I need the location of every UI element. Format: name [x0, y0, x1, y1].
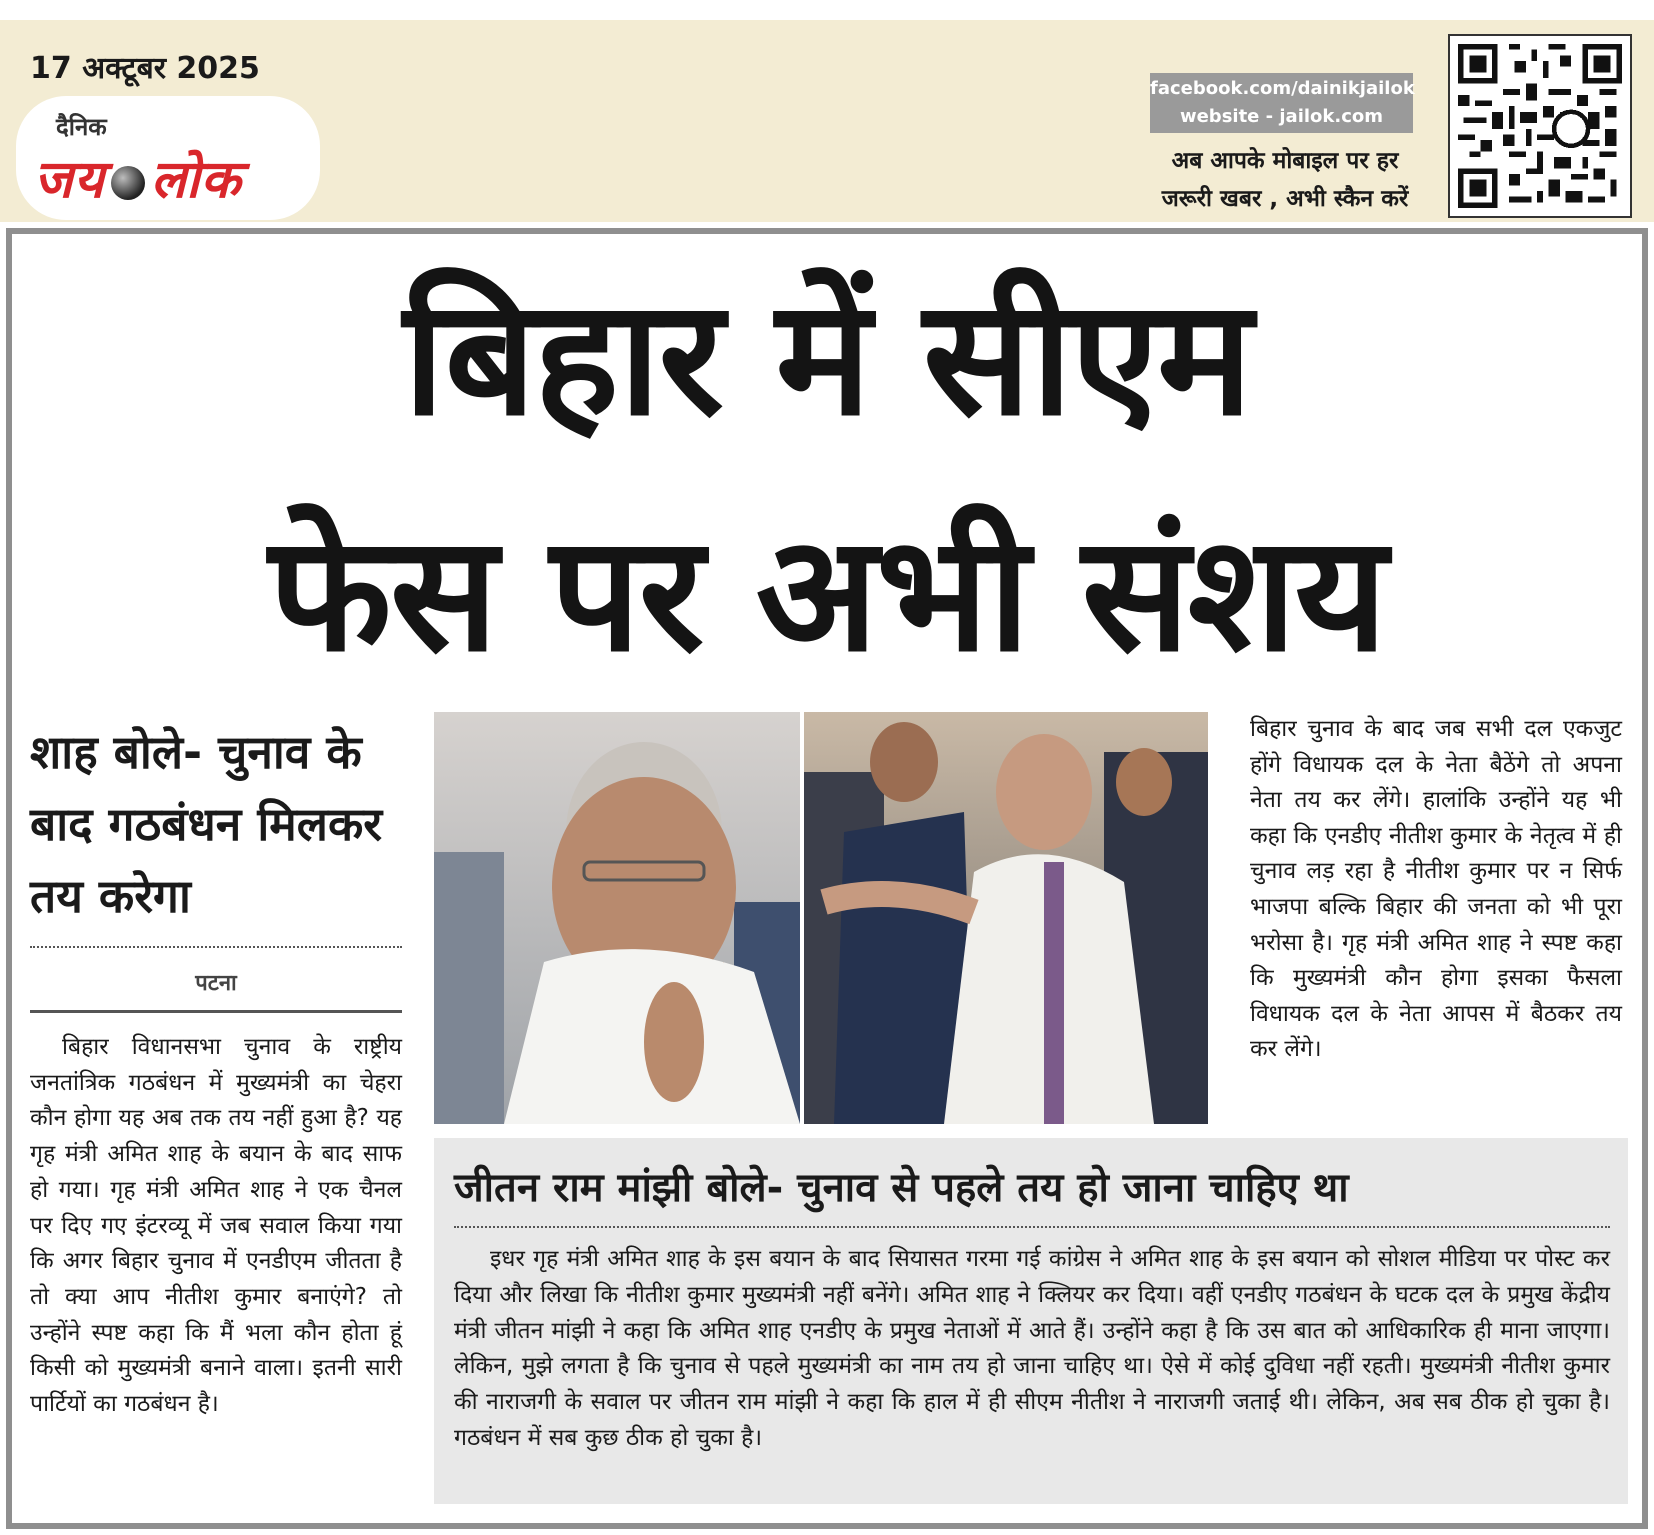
- photo-amit-shah: [804, 712, 1208, 1124]
- article-body-left: बिहार विधानसभा चुनाव के राष्ट्रीय जनतांत्रिक गठबंधन में मुख्यमंत्री का चेहरा कौन होगा यह अब तक तय नहीं हुआ है? यह गृह मंत्री अमित शाह के बयान के बाद साफ हो गया। गृह मंत्री अमित शाह ने एक चैनल पर दिए गए इंटरव्यू में जब सवाल किया गया कि अगर बिहार चुनाव में एनडीएम जीतता है तो क्या आप नीतीश कुमार बनाएंगे? तो उन्होंने स्पष्ट कहा कि मैं भला कौन होता हूं किसी को मुख्यमंत्री बनाने वाला। इतनी सारी पार्टियों का गठबंधन है।: [30, 1034, 402, 1418]
- sidebar-story-body: इधर गृह मंत्री अमित शाह के इस बयान के बाद सियासत गरमा गई कांग्रेस ने अमित शाह के इस बयान को सोशल मीडिया पर पोस्ट कर दिया और लिखा कि नीतीश कुमार मुख्यमंत्री नहीं बनेंगे। अमित शाह ने क्लियर कर दिया। वहीं एनडीए गठबंधन के घटक दल के प्रमुख केंद्रीय मंत्री जीतन मांझी ने कहा कि अमित शाह एनडीए के प्रमुख नेताओं में आते हैं। उन्होंने कहा है कि उस बात को आधिकारिक ही माना जाएगा। लेकिन, मुझे लगता है कि चुनाव से पहले मुख्यमंत्री का नाम तय हो जाना चाहिए था। ऐसे में कोई दुविधा नहीं रहती। मुख्यमंत्री नीतीश कुमार की नाराजगी के सवाल पर जीतन राम मांझी ने कहा कि हाल में ही सीएम नीतीश ने नाराजगी जताई थी। लेकिन, अब सब ठीक हो चुका है। गठबंधन में सब कुछ ठीक हो चुका है।: [454, 1246, 1610, 1451]
- newspaper-logo: [16, 96, 320, 220]
- logo-wordmark: [34, 142, 241, 213]
- dateline: पटना: [195, 971, 237, 996]
- photo-right-image: [804, 712, 1208, 1124]
- headline-line-1: बिहार में सीएम: [403, 264, 1251, 451]
- website-link[interactable]: website - jailok.com: [1179, 106, 1384, 127]
- photo-nitish-kumar: [434, 712, 800, 1124]
- dateline-divider: [30, 1010, 402, 1013]
- article-body-right: बिहार चुनाव के बाद जब सभी दल एकजुट होंगे विधायक दल के नेता बैठेंगे तो अपना नेता तय कर लेंगे। हालांकि उन्होंने यह भी कहा कि एनडीए नीतीश कुमार के नेतृत्व में ही चुनाव लड़ रहा है नीतीश कुमार पर न सिर्फ भाजपा बल्कि बिहार की जनता को भी पूरा भरोसा है। गृह मंत्री अमित शाह ने स्पष्ट कहा कि मुख्यमंत्री कौन होगा इसका फैसला विधायक दल के नेता आपस में बैठकर तय कर लेंगे।: [1250, 716, 1622, 1063]
- scan-line-1: अब आपके मोबाइल पर हर: [1171, 148, 1399, 174]
- sidebar-story-box: [434, 1138, 1628, 1504]
- logo-word-2: लोक: [150, 150, 242, 210]
- issue-date: 17 अक्टूबर 2025: [30, 51, 260, 86]
- sidebar-story-headline: जीतन राम मांझी बोले- चुनाव से पहले तय हो जाना चाहिए था: [454, 1165, 1349, 1211]
- subheadline: शाह बोले- चुनाव के बाद गठबंधन मिलकर तय करेगा: [30, 725, 383, 923]
- facebook-link[interactable]: facebook.com/dainikjailok: [1150, 78, 1415, 99]
- scan-line-2: जरूरी खबर , अभी स्कैन करें: [1161, 186, 1409, 212]
- photo-left-image: [434, 712, 800, 1124]
- logo-word-1: जय: [34, 150, 105, 210]
- scan-prompt: [1140, 142, 1430, 218]
- logo-small-text: दैनिक: [56, 113, 107, 141]
- headline-line-2: फेस पर अभी संशय: [268, 500, 1386, 687]
- qr-code[interactable]: [1448, 34, 1632, 218]
- subheadline-divider: [30, 946, 402, 948]
- qr-code-icon: [1458, 44, 1622, 208]
- globe-icon: [111, 166, 145, 200]
- masthead: [0, 0, 1654, 222]
- sidebar-story-divider: [454, 1226, 1610, 1228]
- social-links: [1150, 73, 1413, 133]
